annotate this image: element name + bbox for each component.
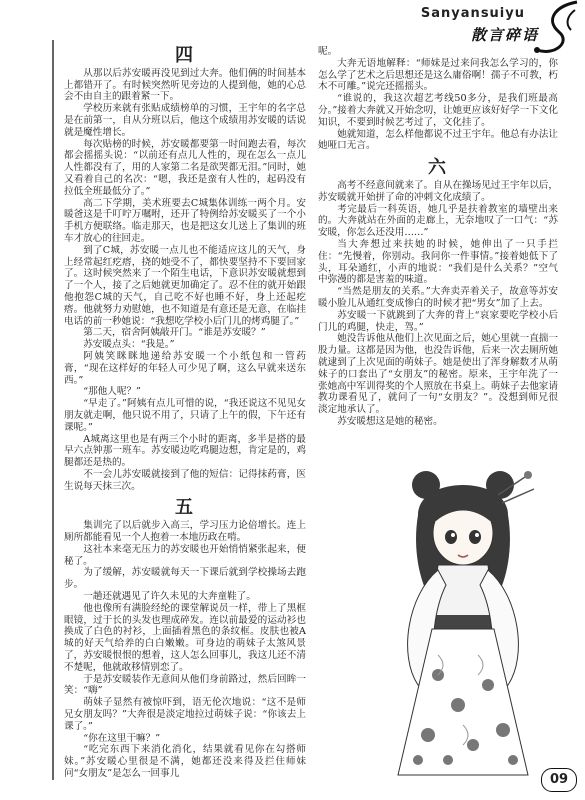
paragraph: 他也像所有满脸经纶的课堂解说员一样，带上了黑框眼镜，过于长的头发也理成碎发。连以前最爱的运动衫也换成了白色的衬衫，上面插着黑色的条纹框。皮肤也被A城的好天气给养的白白嫩嫩。可身边的萌妹子太煞风景了，苏安暖恨恨的想着，这人怎么回事儿，我这儿还不清不楚呢，他就敢移情别恋了。 — [64, 602, 306, 673]
paragraph: “早走了。”阿姨有点儿可惜的说，“我还说这不见见女朋友就走啊，他只说不用了，只请了上午的假，下午还有课呢。” — [64, 398, 306, 433]
paragraph: 苏安暖想这是她的秘密。 — [337, 415, 443, 427]
paragraph: 学校历来就有张贴成绩榜单的习惯，王宇年的名字总是在前第一，自从分班以后，他这个成绩用苏安暖的话说就是魔性增长。 — [64, 103, 306, 138]
page-number: 09 — [541, 768, 577, 792]
section-heading-4: 四 — [175, 45, 195, 66]
paragraph: 当大奔想过来扶她的时候，她伸出了一只手拦住：“先慢着，你别动。我问你一件事情。”接着她低下了头，耳朵通红，小声的地说：“我们是什么关系？”空气中弥漫的都是害羞的味道。 — [318, 238, 558, 286]
paragraph: 为了缓解，苏安暖就每天一下课后就到学校操场去跑步。 — [64, 567, 306, 591]
paragraph: “你在这里干嘛？” — [83, 732, 161, 744]
paragraph: 第二天，宿舍阿姨敲开门。“谁是苏安暖？” — [83, 327, 266, 339]
left-column — [64, 46, 306, 780]
paragraph: 大奔无语地解释：“师妹是过来问我怎么学习的，你怎么学了艺术之后思想还是这么庸俗啊！孺子不可教，朽木不可雕。”说完还摇摇头。 — [318, 57, 558, 93]
paragraph: 萌妹子显然有被惊吓到，语无伦次地说：“这不是师兄女朋友吗？”大奔很是淡定地拉过萌妹子说：“你该去上课了。” — [64, 697, 306, 732]
paragraph: 于是苏安暖装作无意间从他们身前路过，然后回眸一笑：“嗨” — [64, 673, 306, 697]
girl-illustration — [378, 455, 548, 785]
paragraph: “那他人呢？” — [83, 386, 141, 398]
paragraph: 到了C城，苏安暖一点儿也不能适应这儿的天气，身上经常起红疙瘩，挠的她受不了，都快要坚持不下要回家了。这时候突然来了一个陌生电话，下意识苏安暖就想到了一个人，接了之后她就更加确定了。忍不住的就开始跟他抱怨C城的天气，自己吃不好也睡不好，身上还起疙瘩。他就努力劝慰她，也不知道是有意还是无意，在临挂电话的前一秒她说：“我想吃学校小后门儿的烤鸡腿了。” — [64, 244, 306, 327]
right-column — [318, 46, 558, 428]
section-heading-6: 六 — [428, 157, 448, 179]
paragraph: 集训完了以后就步入高三，学习压力论倍增长。连上厕所都能看见一个人抱着一本地历政在啃。 — [64, 520, 306, 544]
section-heading-5: 五 — [175, 497, 195, 519]
left-margin-rule — [52, 40, 54, 780]
paragraph: 她就知道，怎么样他都说不过王宇年。他总有办法让她哑口无言。 — [318, 128, 558, 152]
paragraph: 苏安暖一下就跳到了大奔的背上“哀家要吃学校小后门儿的鸡腿，快走，驾。” — [318, 309, 558, 333]
magazine-brand: Sanyansuiyu — [420, 6, 525, 21]
paragraph: 她没告诉他从他们上次见面之后，她心里就一直揣一股力量。这都是因为他，也没告诉他，后来一次去厕所她就逮到了上次见面的萌妹子。她是使出了浑身解数才从萌妹子的口套出了“女朋友”的秘密。原来，王宇年洗了一张她高中军训得奖的个人照放在书桌上。萌妹子去他家请教功课看见了，就问了一句“女朋友？”。没想到师兄很淡定地承认了。 — [318, 333, 558, 416]
paragraph: 阿姨笑眯眯地递给苏安暖一个小纸包和一管药膏，“现在这样好的年轻人可少见了啊，这么早就来送东西。” — [64, 350, 306, 386]
paragraph: 呢。 — [318, 46, 338, 57]
column-title: 散言碎语 — [470, 26, 539, 44]
paragraph: 苏安暖点头：“我是。” — [83, 339, 175, 351]
paragraph: 高二下学期，美术班要去C城集体训练一两个月。安暖爸这是千叮咛万嘱咐，还开了特例给苏安暖买了一个小手机方便联络。临走那天，也是把这女儿送上了集训的班车才放心的往回走。 — [64, 197, 306, 244]
paragraph: 每次贴榜的时候，苏安暖都要第一时间跑去看，每次都会摇摇头说：“以前还有点儿人性的，现在怎么一点儿人性都没有了，用的人家第二名是欲哭都无泪。”同时，她又看着自己的名次：“嗯，我还是蛮有人性的，起码没有拉低全班最低分了。” — [64, 138, 306, 197]
paragraph: 一趟还就遇见了许久未见的大奔童鞋了。 — [83, 591, 256, 603]
paragraph: 考完最后一科英语，她几乎是扶着教室的墙壁出来的。大奔就站在外面的走廊上，无奈地叹了一口气：“苏安暖，你怎么还没用……” — [318, 203, 558, 239]
paragraph: A城离这里也是有两三个小时的距离，多半是搭的最早六点钟那一班车。苏安暖边吃鸡腿边想，肯定是的，鸡腿都还是热的。 — [64, 433, 306, 469]
paragraph: 这社本来毫无压力的苏安暖也开始悄悄紧张起来，便秘了。 — [64, 543, 306, 567]
paragraph: “谁说的，我这次超艺考线50多分，是我们班最高分。”接着大奔就又开始念叨，让她更应该好好学一下文化知识，不要到时候艺考过了，文化挂了。 — [318, 93, 558, 128]
paragraph: “吃完东西下来消化消化，结果就看见你在勾搭师妹。”苏安暖心里很是不满，她都还没来得及拦住师妹问“女朋友”是怎么一回事儿 — [64, 744, 306, 780]
paragraph: 高考不经意间就来了。自从在操场见过王宇年以后，苏安暖就开始拼了命的冲刺文化成绩了。 — [318, 179, 558, 203]
paragraph: “当然是朋友的关系。”大奔卖弄着关子，故意等苏安暖小脸儿从通红变成惨白的时候才把“男女”加了上去。 — [318, 286, 558, 309]
paragraph: 不一会儿苏安暖就接到了他的短信：记得抹药膏，医生说每天抹三次。 — [64, 468, 306, 492]
paragraph: 从那以后苏安暖再没见到过大奔。他们俩的时间基本上都错开了。有时候突然听见旁边的人提到他，她的心总会不由自主的跟着紧一下。 — [64, 67, 306, 103]
